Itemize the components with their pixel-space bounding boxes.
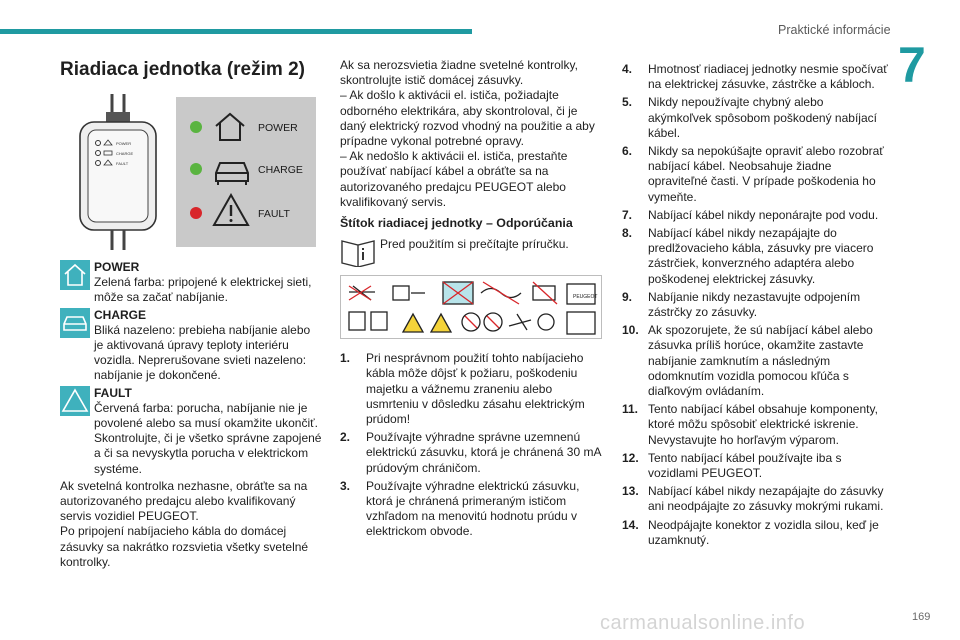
list-item: 1. Pri nesprávnom použití tohto nabíjacieho kábla môže dôjsť k požiaru, poškodeniu majetku a vážnemu zraneniu alebo usmrteniu v dôsledku zásahu elektrickým prúdom! bbox=[340, 351, 585, 427]
device-label-fault: FAULT bbox=[116, 161, 129, 166]
fault-indicator-led bbox=[190, 207, 202, 219]
indicator-label-charge: CHARGE bbox=[258, 164, 303, 176]
warning-icon bbox=[60, 386, 90, 416]
list-item: 9. Nabíjanie nikdy nezastavujte odpojením zástrčky zo zásuvky. bbox=[622, 289, 861, 320]
column-2 bbox=[340, 58, 605, 543]
list-item: 2. Používajte výhradne správne uzemnenú elektrickú zásuvku, ktorá je chránená 30 mA prúdovým chráničom. bbox=[340, 430, 601, 475]
paragraph: Ak svetelná kontrolka nezhasne, obráťte sa na autorizovaného predajcu alebo kvalifikovaný servis vozidiel PEUGEOT. bbox=[60, 478, 308, 524]
list-item: 6. Nikdy sa nepokúšajte opraviť alebo rozobrať nabíjací kábel. Neobsahuje žiadne opraviteľné časti. V prípade poškodenia ho vymeňte. bbox=[622, 144, 884, 204]
section-title: Praktické informácie bbox=[778, 23, 891, 37]
list-item: 3. Používajte výhradne elektrickú zásuvku, ktorá je chránená primeraným ističom vzhľadom na menovitú hodnotu prúdu v elektrickom obvode. bbox=[340, 478, 580, 539]
car-icon bbox=[212, 155, 252, 185]
note-title: CHARGE bbox=[94, 307, 147, 322]
list-item: 14. Neodpájajte konektor z vozidla silou, keď je uzamknutý. bbox=[622, 517, 879, 547]
note-text: Bliká nazeleno: prebieha nabíjanie alebo je aktivovaná úpravy teploty interiéru vozidla. Neprerušovane svieti nazeleno: nabíjanie je dokončené. bbox=[94, 322, 311, 383]
watermark: carmanualsonline.info bbox=[600, 612, 806, 634]
note-fault bbox=[60, 386, 322, 477]
column-3 bbox=[622, 62, 890, 551]
warning-label-pictograms bbox=[341, 276, 603, 340]
list-item: 13. Nabíjací kábel nikdy nezapájajte do zásuvky ani neodpájajte zo zásuvky mokrými rukami. bbox=[622, 484, 884, 514]
manual-note bbox=[340, 237, 605, 267]
note-charge bbox=[60, 308, 322, 384]
list-item: 4. Hmotnosť riadiacej jednotky nesmie spočívať na elektrickej zásuvke, zástrčke a kábloch. bbox=[622, 62, 888, 92]
recommendations-list-1 bbox=[340, 351, 605, 539]
list-item: 7. Nabíjací kábel nikdy neponárajte pod vodu. bbox=[622, 207, 879, 222]
list-item: 5. Nikdy nepoužívajte chybný alebo akýmkoľvek spôsobom poškodený nabíjací kábel. bbox=[622, 95, 877, 140]
control-unit-device-illustration bbox=[68, 94, 168, 250]
paragraph: Ak sa nerozsvietia žiadne svetelné kontrolky, skontrolujte istič domácej zásuvky. bbox=[340, 58, 578, 88]
read-manual-icon bbox=[340, 237, 376, 267]
note-title: POWER bbox=[94, 260, 140, 274]
charge-indicator-led bbox=[190, 163, 202, 175]
indicator-panel bbox=[176, 97, 316, 247]
header-accent-bar bbox=[0, 29, 472, 34]
recommendations-list-2 bbox=[622, 62, 890, 548]
power-indicator-led bbox=[190, 121, 202, 133]
paragraph: – Ak nedošlo k aktivácii el. ističa, prestaňte používať nabíjací kábel a obráťte sa na autorizovaného predajcu PEUGEOT alebo kvalifikovaný servis. bbox=[340, 149, 568, 209]
device-label-power: POWER bbox=[116, 141, 132, 146]
device-label-charge: CHARGE bbox=[116, 151, 134, 156]
list-item: 8. Nabíjací kábel nikdy nezapájajte do predlžovacieho kábla, zásuvky pre viacero zástrčiek, konverzného adaptéra alebo poškodenej elektrickej zásuvky. bbox=[622, 226, 874, 286]
label-brand-text: PEUGEOT bbox=[573, 294, 598, 301]
indicator-label-fault: FAULT bbox=[258, 208, 290, 220]
warning-icon bbox=[212, 193, 250, 227]
note-text: Zelená farba: pripojené k elektrickej sieti, môže sa začať nabíjanie. bbox=[94, 275, 312, 305]
indicator-label-power: POWER bbox=[258, 122, 298, 134]
column-1 bbox=[60, 58, 322, 570]
note-power bbox=[60, 260, 322, 306]
list-item: 11. Tento nabíjací kábel obsahuje komponenty, ktoré môžu spôsobiť elektrické iskrenie. Nevystavujte ho horľavým výparom. bbox=[622, 402, 878, 447]
home-icon bbox=[212, 111, 248, 143]
note-title: FAULT bbox=[94, 385, 132, 400]
paragraph: – Ak došlo k aktivácii el. ističa, požiadajte odborného elektrikára, aby skontroloval, či je daný elektrický rozvod vhodný na použitie a aby prípadne vykonal potrebné opravy. bbox=[340, 88, 595, 149]
control-unit-label-image bbox=[340, 275, 602, 339]
section-heading: Štítok riadiacej jednotky – Odporúčania bbox=[340, 216, 573, 231]
list-item: 12. Tento nabíjací kábel používajte iba s vozidlami PEUGEOT. bbox=[622, 450, 842, 481]
page-title: Riadiaca jednotka (režim 2) bbox=[60, 59, 305, 80]
list-item: 10. Ak spozorujete, že sú nabíjací kábel alebo zásuvka príliš horúce, okamžite zastavte nabíjanie zamknutím a následným odomknutím vozidla pomocou kľúča s diaľkovým ovládaním. bbox=[622, 323, 873, 399]
home-icon bbox=[60, 260, 90, 290]
note-text: Červená farba: porucha, nabíjanie nie je povolené alebo sa musí okamžite ukončiť. Skontrolujte, či je všetko správne zapojené a či sa nevyskytla porucha v elektrickom systéme. bbox=[94, 400, 322, 476]
page-number: 169 bbox=[912, 611, 931, 623]
manual-note-text: Pred použitím si prečítajte príručku. bbox=[380, 237, 569, 252]
control-unit-figure bbox=[68, 94, 318, 250]
paragraph: Po pripojení nabíjacieho kábla do domácej zásuvky sa nakrátko rozsvietia všetky svetelné kontrolky. bbox=[60, 524, 309, 569]
car-icon bbox=[60, 308, 90, 338]
chapter-number: 7 bbox=[898, 37, 926, 93]
